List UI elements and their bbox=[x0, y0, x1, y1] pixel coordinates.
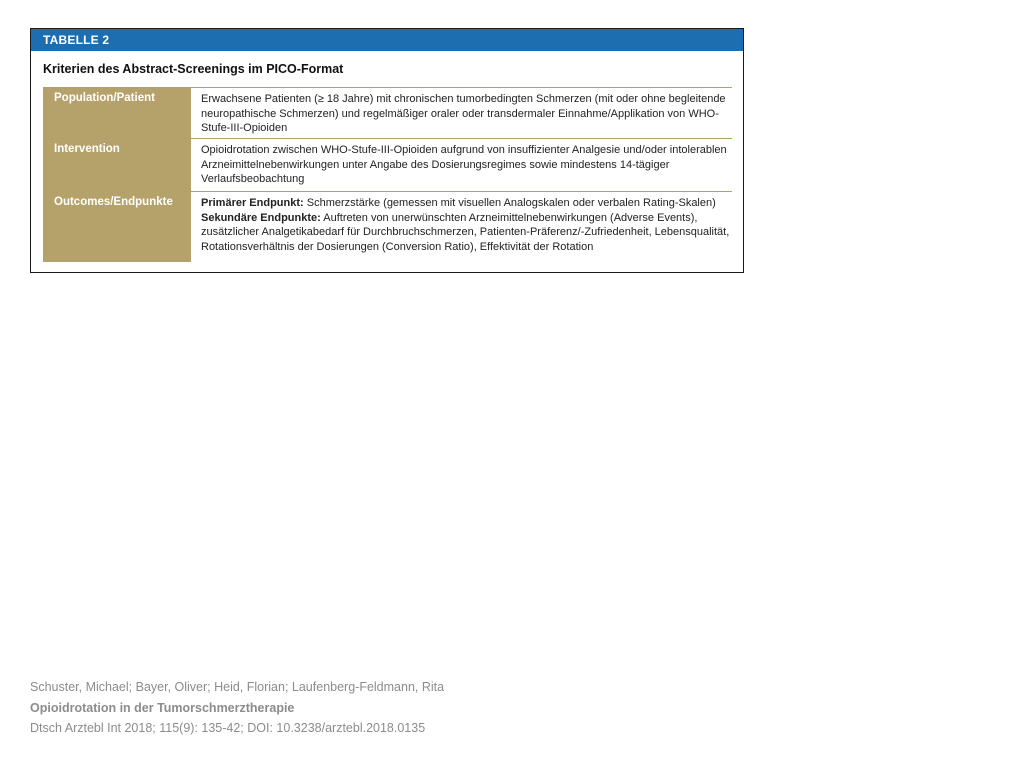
citation-block bbox=[30, 677, 444, 739]
primary-endpoint-text: Schmerzstärke (gemessen mit visuellen Analogskalen oder verbalen Rating-Skalen) bbox=[303, 197, 716, 209]
primary-endpoint-label: Primärer Endpunkt: bbox=[201, 197, 304, 209]
table-row bbox=[43, 87, 732, 138]
row-label-intervention: Intervention bbox=[43, 139, 191, 191]
pico-table bbox=[30, 28, 744, 273]
secondary-endpoints-label: Sekundäre Endpunkte: bbox=[201, 211, 321, 224]
table-row bbox=[43, 138, 732, 191]
row-text-intervention: Opioidrotation zwischen WHO-Stufe-III-Opioiden aufgrund von insuffizienter Analgesie und/oder intolerablen Arzneimittelnebenwirkungen unter Angabe des Dosierungsregimes sowie mindestens 14-tägiger Verlaufsbeobachtung bbox=[201, 144, 727, 185]
row-label-population: Population/Patient bbox=[43, 88, 191, 138]
table-row bbox=[43, 191, 732, 262]
row-text-population: Erwachsene Patienten (≥ 18 Jahre) mit chronischen tumorbedingten Schmerzen (mit oder ohne begleitende neuropathische Schmerzen) und regelmäßiger oraler oder transdermaler Einnahme/Applikation von WHO-Stufe-III-Opioiden bbox=[201, 93, 726, 134]
citation-source: Dtsch Arztebl Int 2018; 115(9): 135-42; DOI: 10.3238/arztebl.2018.0135 bbox=[30, 721, 426, 735]
row-label-outcomes: Outcomes/Endpunkte bbox=[43, 192, 191, 262]
secondary-endpoints-text: Auftreten von unerwünschten Arzneimittelnebenwirkungen (Adverse Events), zusätzlicher Analgetikabedarf für Durchbruchschmerzen, Patienten-Präferenz/-Zufriedenheit, Lebensqualität, Rotationsverhältnis der Dosierungen (Conversion Ratio), Effektivität der Rotation bbox=[201, 211, 730, 253]
row-text-outcomes bbox=[191, 192, 732, 262]
citation-authors: Schuster, Michael; Bayer, Oliver; Heid, Florian; Laufenberg-Feldmann, Rita bbox=[30, 680, 445, 694]
table-number-header: TABELLE 2 bbox=[31, 29, 743, 51]
table-rows bbox=[43, 87, 732, 262]
table-title: Kriterien des Abstract-Screenings im PICO-Format bbox=[43, 62, 344, 76]
citation-title: Opioidrotation in der Tumorschmerztherapie bbox=[30, 700, 295, 715]
